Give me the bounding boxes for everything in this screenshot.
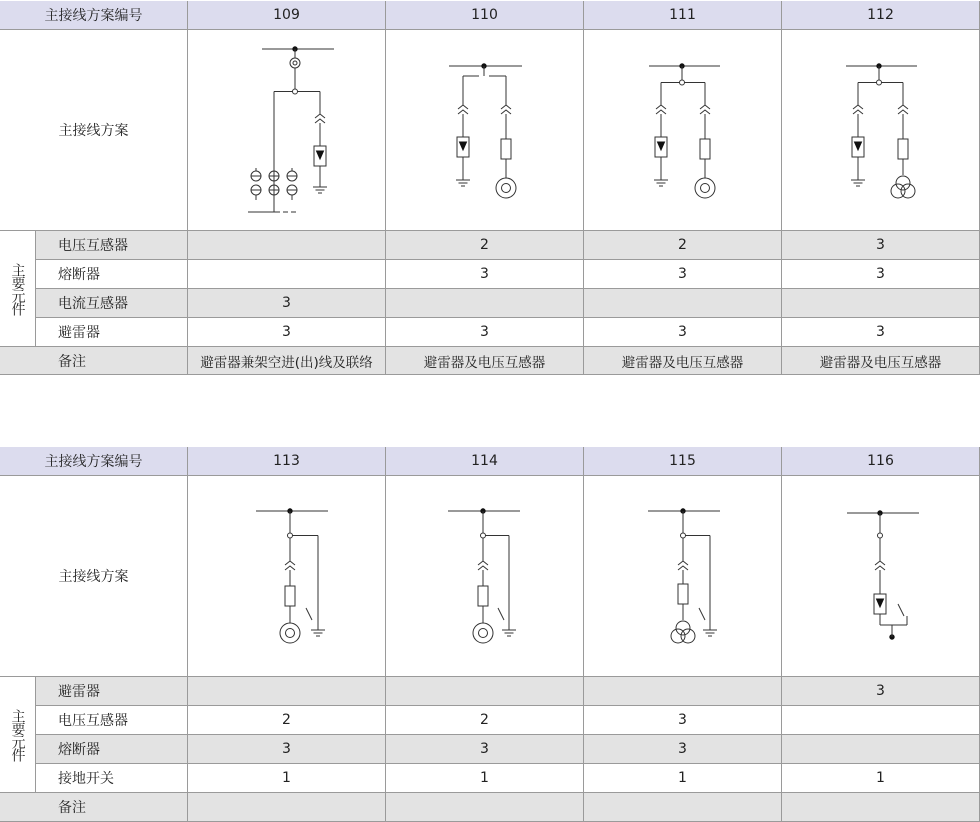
count-text: 3	[480, 741, 489, 757]
count-text: 3	[282, 324, 291, 340]
count-text: 3	[678, 712, 687, 728]
wiring-diagram-115	[584, 476, 782, 677]
component-count	[584, 735, 782, 764]
column-header-text: 113	[273, 453, 300, 469]
count-text: 3	[876, 237, 885, 253]
component-count	[188, 735, 386, 764]
scheme-diagram-116	[782, 476, 980, 677]
wiring-diagram-114	[386, 476, 584, 677]
count-text: 3	[876, 266, 885, 282]
scheme-diagram-109	[188, 30, 386, 231]
wiring-diagram-116	[782, 476, 980, 677]
component-count	[386, 677, 584, 706]
scheme-diagram-110	[386, 30, 584, 231]
count-text: 2	[480, 237, 489, 253]
count-text: 2	[282, 712, 291, 728]
component-count	[188, 231, 386, 260]
component-count	[584, 318, 782, 347]
component-count	[386, 318, 584, 347]
remark-label	[0, 793, 188, 822]
remark-label	[0, 347, 188, 375]
remark-cell	[584, 793, 782, 822]
column-header	[782, 1, 980, 30]
header-label	[0, 447, 188, 476]
remark-text: 避雷器兼架空进(出)线及联络	[200, 354, 373, 371]
remark-cell	[386, 347, 584, 375]
column-header	[188, 1, 386, 30]
component-count	[386, 706, 584, 735]
remark-text: 避雷器及电压互感器	[423, 354, 546, 371]
column-header	[584, 447, 782, 476]
count-text: 3	[876, 324, 885, 340]
wiring-diagram-110	[386, 30, 584, 231]
component-count	[584, 289, 782, 318]
component-count	[188, 706, 386, 735]
component-count	[188, 677, 386, 706]
component-count	[782, 260, 980, 289]
component-count	[386, 231, 584, 260]
wiring-diagram-112	[782, 30, 980, 231]
component-label	[36, 289, 188, 318]
remark-label-text: 备注	[58, 353, 86, 370]
component-count	[782, 735, 980, 764]
header-label-text: 主接线方案编号	[44, 8, 143, 24]
component-label	[36, 260, 188, 289]
remark-cell	[386, 793, 584, 822]
column-header-text: 110	[471, 7, 498, 23]
remark-text: 避雷器及电压互感器	[819, 354, 942, 371]
scheme-label	[0, 30, 188, 231]
column-header-text: 115	[669, 453, 696, 469]
header-label	[0, 1, 188, 30]
component-count	[584, 260, 782, 289]
component-label-text: 避雷器	[58, 684, 100, 700]
count-text: 2	[678, 237, 687, 253]
count-text: 2	[480, 712, 489, 728]
column-header	[782, 447, 980, 476]
scheme-label-text: 主接线方案	[58, 569, 129, 585]
remark-cell	[782, 347, 980, 375]
scheme-diagram-113	[188, 476, 386, 677]
component-label-text: 电流互感器	[58, 296, 128, 312]
main-components-label	[0, 231, 36, 347]
component-label	[36, 764, 188, 793]
header-label-text: 主接线方案编号	[44, 454, 143, 470]
component-count	[782, 231, 980, 260]
main-components-text: 主要元件	[9, 708, 26, 761]
remark-cell	[782, 793, 980, 822]
count-text: 3	[480, 266, 489, 282]
scheme-label	[0, 476, 188, 677]
count-text: 1	[282, 770, 291, 786]
component-label-text: 接地开关	[58, 771, 114, 787]
component-label-text: 避雷器	[58, 325, 100, 341]
component-label	[36, 677, 188, 706]
component-count	[782, 289, 980, 318]
component-count	[386, 289, 584, 318]
component-label	[36, 231, 188, 260]
remark-text: 避雷器及电压互感器	[621, 354, 744, 371]
component-count	[386, 764, 584, 793]
component-label-text: 电压互感器	[58, 713, 128, 729]
column-header-text: 114	[471, 453, 498, 469]
count-text: 3	[678, 741, 687, 757]
count-text: 3	[282, 741, 291, 757]
component-count	[782, 318, 980, 347]
remark-cell	[188, 793, 386, 822]
column-header	[386, 1, 584, 30]
column-header	[188, 447, 386, 476]
component-count	[188, 764, 386, 793]
count-text: 3	[282, 295, 291, 311]
component-count	[386, 260, 584, 289]
component-count	[584, 764, 782, 793]
component-label-text: 电压互感器	[58, 238, 128, 254]
component-count	[584, 231, 782, 260]
wiring-diagram-109	[188, 30, 386, 231]
column-header-text: 112	[867, 7, 894, 23]
scheme-diagram-111	[584, 30, 782, 231]
component-label-text: 熔断器	[58, 267, 100, 283]
component-count	[188, 289, 386, 318]
count-text: 3	[678, 266, 687, 282]
count-text: 3	[678, 324, 687, 340]
scheme-label-text: 主接线方案	[58, 123, 129, 139]
main-components-text: 主要元件	[9, 262, 26, 315]
column-header	[584, 1, 782, 30]
remark-cell	[188, 347, 386, 375]
count-text: 3	[876, 683, 885, 699]
component-label	[36, 318, 188, 347]
component-count	[584, 706, 782, 735]
component-label	[36, 735, 188, 764]
component-count	[386, 735, 584, 764]
scheme-diagram-115	[584, 476, 782, 677]
component-count	[584, 677, 782, 706]
component-count	[782, 706, 980, 735]
component-label-text: 熔断器	[58, 742, 100, 758]
count-text: 1	[678, 770, 687, 786]
count-text: 3	[480, 324, 489, 340]
count-text: 1	[876, 770, 885, 786]
count-text: 1	[480, 770, 489, 786]
column-header-text: 109	[273, 7, 300, 23]
column-header	[386, 447, 584, 476]
component-count	[188, 260, 386, 289]
wiring-diagram-113	[188, 476, 386, 677]
wiring-diagram-111	[584, 30, 782, 231]
remark-label-text: 备注	[58, 800, 86, 816]
component-count	[782, 764, 980, 793]
component-count	[782, 677, 980, 706]
component-label	[36, 706, 188, 735]
column-header-text: 111	[669, 7, 696, 23]
scheme-diagram-112	[782, 30, 980, 231]
main-components-label	[0, 677, 36, 793]
scheme-diagram-114	[386, 476, 584, 677]
remark-cell	[584, 347, 782, 375]
column-header-text: 116	[867, 453, 894, 469]
component-count	[188, 318, 386, 347]
